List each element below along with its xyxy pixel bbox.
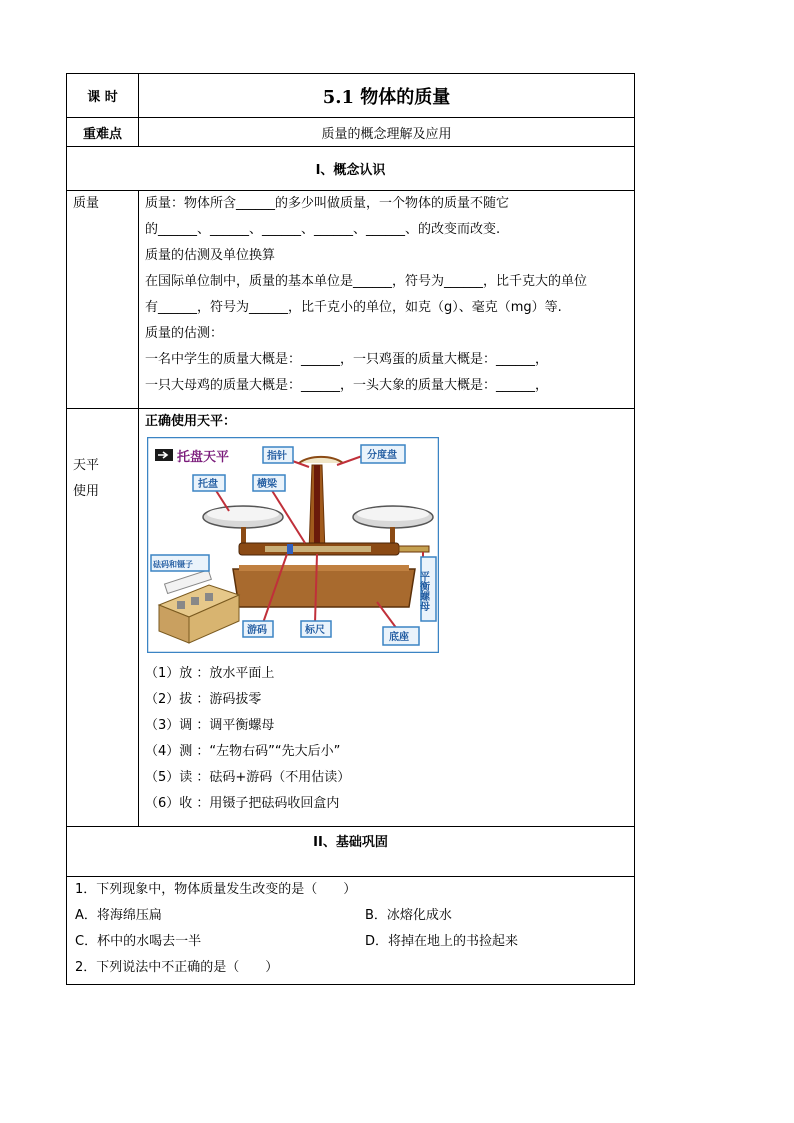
step-4: （4）测 ：“左物右码”“先大后小” [145,744,341,759]
question-1-row-cd [67,929,634,955]
section1-heading: I、概念认识 [67,147,635,191]
mass-line-1: 质量：物体所含______的多少叫做质量，一个物体的质量不随它 [145,196,510,211]
balance-diagram [147,437,439,653]
label-pointer: 指针 [267,451,287,462]
mass-line-6: 质量的估测： [145,326,224,341]
course-label: 课 时 [67,74,139,118]
mass-label-cell [67,191,139,409]
label-scale-plate: 分度盘 [367,450,397,461]
mass-label: 质量 [73,196,100,211]
step-1: （1）放 ：放水平面上 [145,666,275,681]
question-1-row-ab [67,903,634,929]
row-section1-heading [67,147,635,191]
rider-shape [287,544,293,554]
diagram-title: 托盘天平 [177,450,230,465]
question-1-option-d: D．将掉在地上的书捡起来 [365,934,519,949]
base-shape [233,569,415,607]
worksheet-table [66,73,635,985]
page-title: 5.1 物体的质量 [139,74,635,118]
row-course [67,74,635,118]
ruler-shape [265,546,371,552]
label-weights-box: 砝码和镊子 [153,560,193,569]
label-ruler: 标尺 [305,625,325,636]
mass-line-3: 质量的估测及单位换算 [145,248,276,263]
mass-content [139,191,635,409]
label-base: 底座 [389,632,409,643]
label-rider: 游码 [247,625,267,636]
balance-label-2: 使用 [73,484,100,499]
worksheet [66,73,635,985]
section2-heading: II、基础巩固 [67,827,635,877]
balance-heading: 正确使用天平： [145,414,237,429]
label-beam: 横梁 [257,479,277,490]
row-section2-heading [67,827,635,877]
question-1-option-a: A．将海绵压扁 [75,908,162,923]
question-2: 2．下列说法中不正确的是（ ） [75,960,279,975]
mass-line-7: 一名中学生的质量大概是：______，一只鸡蛋的质量大概是：______， [145,352,549,367]
question-1-option-c: C．杯中的水喝去一半 [75,934,202,949]
balance-label-1: 天平 [73,458,100,473]
step-2: （2）拔 ：游码拔零 [145,692,262,707]
question-1-option-b: B．冰熔化成水 [365,908,452,923]
row-questions [67,877,635,985]
mass-line-5: 有______，符号为______，比千克小的单位，如克（g）、毫克（mg）等. [145,300,562,315]
pointer-shape [314,465,320,551]
balance-label-cell [67,409,139,827]
step-6: （6）收 ：用镊子把砝码收回盒内 [145,796,340,811]
mass-line-2: 的______、______、______、______、______、的改变而改变. [145,222,501,237]
step-3: （3）调 ：调平衡螺母 [145,718,275,733]
base-top-shape [239,565,409,571]
key-points-label: 重难点 [67,118,139,147]
questions-cell [67,877,635,985]
balance-nut-shape [399,546,429,552]
label-balance-nut: 平衡螺母 [417,571,429,611]
row-key-points [67,118,635,147]
arrow-icon [155,449,173,461]
question-1: 1．下列现象中，物体质量发生改变的是（ ） [75,882,357,897]
row-balance [67,409,635,827]
balance-content [139,409,635,827]
mass-line-8: 一只大母鸡的质量大概是：______，一头大象的质量大概是：______， [145,378,549,393]
step-5: （5）读 ：砝码+游码（不用估读） [145,770,351,785]
label-tray: 托盘 [198,479,218,490]
row-mass [67,191,635,409]
key-points-value: 质量的概念理解及应用 [139,118,635,147]
mass-line-4: 在国际单位制中，质量的基本单位是______，符号为______，比千克大的单位 [145,274,588,289]
